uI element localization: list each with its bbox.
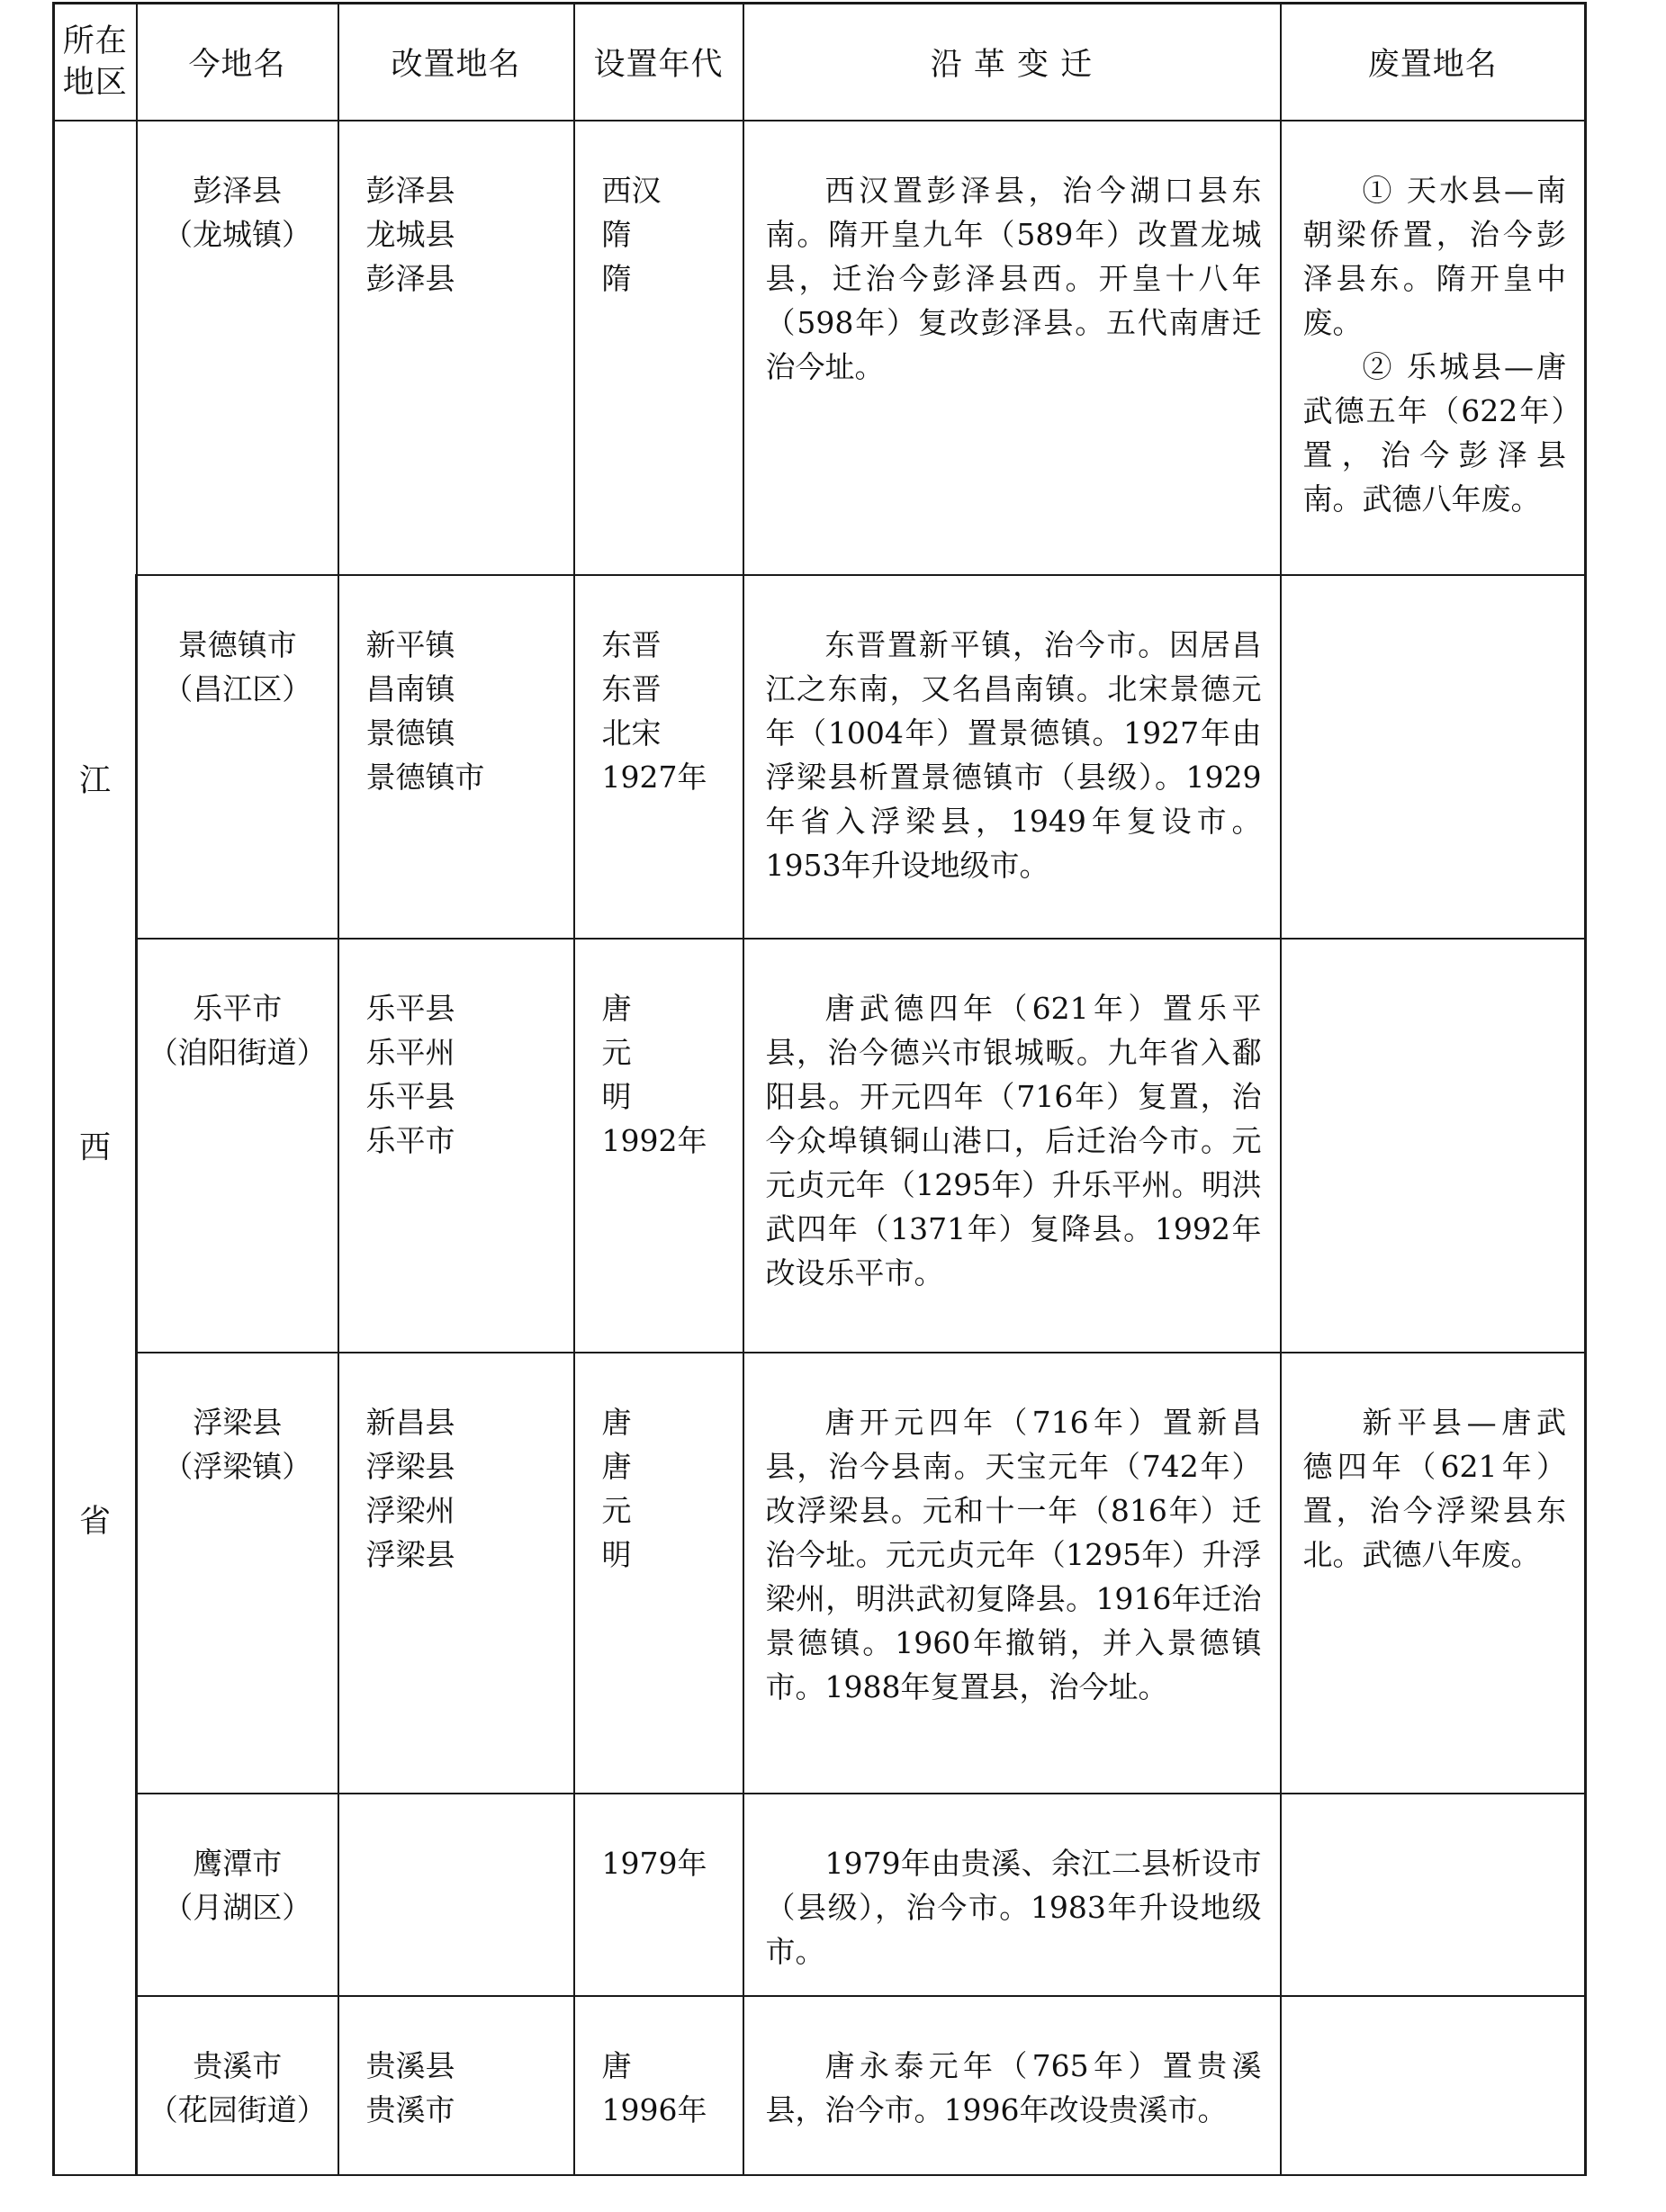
established-year: 1996年 — [601, 2092, 707, 2127]
current-name — [138, 1353, 338, 1488]
changed-names — [339, 1997, 573, 2132]
established-year: 唐 — [601, 991, 632, 1026]
established-year: 隋 — [601, 261, 632, 296]
established-year: 东晋 — [601, 627, 662, 662]
table-row — [54, 1996, 1586, 2175]
history-cell — [743, 575, 1281, 939]
region-char: 省 — [78, 1504, 111, 1540]
place-name-table — [52, 2, 1587, 2176]
changed-name: 景德镇 — [365, 715, 455, 751]
established-year: 隋 — [601, 217, 632, 252]
established-years — [575, 1353, 743, 1577]
seat-name: （龙城镇） — [163, 217, 311, 252]
history-text: 唐永泰元年（765年）置贵溪县，治今市。1996年改设贵溪市。 — [765, 2048, 1262, 2127]
defunct-cell — [1281, 575, 1586, 939]
header-region: 所在 地区 — [54, 4, 137, 121]
table-row — [54, 121, 1586, 575]
defunct-entry: 新平县—唐武德四年（621年）置，治今浮梁县东北。武德八年废。 — [1302, 1405, 1566, 1572]
defunct-cell — [1281, 121, 1586, 575]
place-name: 景德镇市 — [177, 627, 297, 662]
seat-name: （花园街道） — [148, 2092, 327, 2127]
changed-names — [339, 1353, 573, 1577]
table-row — [54, 939, 1586, 1353]
changed-name: 浮梁州 — [365, 1493, 455, 1528]
history-cell — [743, 121, 1281, 575]
changed-names — [339, 1794, 573, 1841]
established-year: 唐 — [601, 1449, 632, 1484]
established-year: 明 — [601, 1537, 632, 1572]
changed-name: 昌南镇 — [365, 671, 455, 706]
established-cell — [574, 575, 743, 939]
history-text: 唐武德四年（621年）置乐平县，治今德兴市银城畈。九年省入鄱阳县。开元四年（716年）复置，治今众埠镇铜山港口，后迁治今市。元元贞元年（1295年）升乐平州。明洪武四年（1371年）复降县。1992年改设乐平市。 — [765, 991, 1262, 1290]
defunct-cell — [1281, 1794, 1586, 1996]
header-defunct-name: 废置地名 — [1281, 4, 1586, 121]
established-years — [575, 576, 743, 799]
defunct-entry: ② 乐城县—唐武德五年（622年）置，治今彭泽县南。武德八年废。 — [1302, 349, 1566, 517]
established-years — [575, 1794, 743, 1885]
changed-name: 贵溪县 — [365, 2048, 455, 2083]
established-cell — [574, 1996, 743, 2175]
defunct-entry: ① 天水县—南朝梁侨置，治今彭泽县东。隋开皇中废。 — [1302, 173, 1566, 340]
current-name-cell — [137, 1353, 338, 1794]
changed-name: 乐平市 — [365, 1123, 455, 1158]
current-name-cell — [137, 1996, 338, 2175]
history-text: 东晋置新平镇，治今市。因居昌江之东南，又名昌南镇。北宋景德元年（1004年）置景德镇。1927年由浮梁县析置景德镇市（县级）。1929年省入浮梁县，1949年复设市。1953年升设地级市。 — [765, 627, 1262, 883]
current-name-cell — [137, 939, 338, 1353]
table-row — [54, 1794, 1586, 1996]
defunct-names — [1282, 940, 1585, 986]
changed-name: 彭泽县 — [365, 173, 455, 208]
established-year: 北宋 — [601, 715, 662, 751]
changed-name: 浮梁县 — [365, 1449, 455, 1484]
place-name: 浮梁县 — [193, 1405, 283, 1440]
established-year: 明 — [601, 1079, 632, 1114]
gazetteer-page — [52, 2, 1584, 2176]
place-name: 彭泽县 — [193, 173, 282, 208]
established-year: 唐 — [601, 1405, 632, 1440]
seat-name: （月湖区） — [163, 1890, 312, 1925]
established-year: 唐 — [601, 2048, 632, 2083]
defunct-cell — [1281, 1996, 1586, 2175]
header-established: 设置年代 — [574, 4, 743, 121]
place-name: 鹰潭市 — [193, 1846, 283, 1881]
current-name-cell — [137, 121, 338, 575]
defunct-names — [1282, 1794, 1585, 1841]
changed-name: 乐平县 — [365, 991, 455, 1026]
changed-name: 浮梁县 — [365, 1537, 455, 1572]
table-row — [54, 1353, 1586, 1794]
header-history: 沿 革 变 迁 — [743, 4, 1281, 121]
established-year: 西汉 — [601, 173, 662, 208]
changed-name: 龙城县 — [365, 217, 455, 252]
place-name: 乐平市 — [193, 991, 283, 1026]
region-char: 江 — [78, 763, 111, 799]
established-year: 东晋 — [601, 671, 662, 706]
changed-names — [339, 121, 573, 301]
history-text: 1979年由贵溪、余江二县析设市（县级），治今市。1983年升设地级市。 — [765, 1846, 1262, 1969]
changed-name: 乐平县 — [365, 1079, 455, 1114]
current-name — [138, 121, 338, 256]
established-year: 1927年 — [601, 760, 707, 795]
changed-names — [339, 940, 573, 1163]
changed-name-cell — [338, 1353, 574, 1794]
current-name — [138, 1997, 338, 2132]
current-name — [138, 940, 338, 1075]
changed-name: 乐平州 — [365, 1035, 455, 1070]
changed-name: 新昌县 — [365, 1405, 455, 1440]
region-char: 西 — [78, 1130, 111, 1166]
changed-name-cell — [338, 1794, 574, 1996]
established-year: 元 — [601, 1035, 632, 1070]
history-cell — [743, 939, 1281, 1353]
defunct-names — [1282, 1353, 1585, 1577]
established-cell — [574, 1353, 743, 1794]
history-cell — [743, 1353, 1281, 1794]
defunct-names — [1282, 576, 1585, 623]
changed-name-cell — [338, 121, 574, 575]
header-changed-name: 改置地名 — [338, 4, 574, 121]
established-year: 1979年 — [601, 1846, 707, 1881]
header-current-name: 今地名 — [137, 4, 338, 121]
current-name — [138, 576, 338, 711]
current-name-cell — [137, 1794, 338, 1996]
defunct-cell — [1281, 939, 1586, 1353]
established-cell — [574, 1794, 743, 1996]
changed-name: 新平镇 — [365, 627, 455, 662]
established-cell — [574, 939, 743, 1353]
established-years — [575, 1997, 743, 2132]
history-cell — [743, 1794, 1281, 1996]
changed-name: 景德镇市 — [365, 760, 485, 795]
defunct-names — [1282, 121, 1585, 521]
seat-name: （洎阳街道） — [148, 1035, 327, 1070]
seat-name: （昌江区） — [163, 671, 312, 706]
established-year: 元 — [601, 1493, 632, 1528]
established-year: 1992年 — [601, 1123, 707, 1158]
defunct-cell — [1281, 1353, 1586, 1794]
established-cell — [574, 121, 743, 575]
region-cell — [54, 121, 137, 2175]
changed-name-cell — [338, 939, 574, 1353]
history-text: 唐开元四年（716年）置新昌县，治今县南。天宝元年（742年）改浮梁县。元和十一年（816年）迁治今址。元元贞元年（1295年）升浮梁州，明洪武初复降县。1916年迁治景德镇。1960年撤销，并入景德镇市。1988年复置县，治今址。 — [765, 1405, 1262, 1704]
changed-name-cell — [338, 575, 574, 939]
changed-names — [339, 576, 573, 799]
table-row — [54, 575, 1586, 939]
established-years — [575, 121, 743, 301]
changed-name: 贵溪市 — [365, 2092, 455, 2127]
changed-name: 彭泽县 — [365, 261, 455, 296]
current-name — [138, 1794, 338, 1929]
place-name: 贵溪市 — [193, 2048, 283, 2083]
current-name-cell — [137, 575, 338, 939]
history-text: 西汉置彭泽县，治今湖口县东南。隋开皇九年（589年）改置龙城县，迁治今彭泽县西。开皇十八年（598年）复改彭泽县。五代南唐迁治今址。 — [765, 173, 1262, 384]
header-row — [54, 4, 1586, 121]
history-cell — [743, 1996, 1281, 2175]
changed-name-cell — [338, 1996, 574, 2175]
seat-name: （浮梁镇） — [163, 1449, 312, 1484]
established-years — [575, 940, 743, 1163]
defunct-names — [1282, 1997, 1585, 2044]
